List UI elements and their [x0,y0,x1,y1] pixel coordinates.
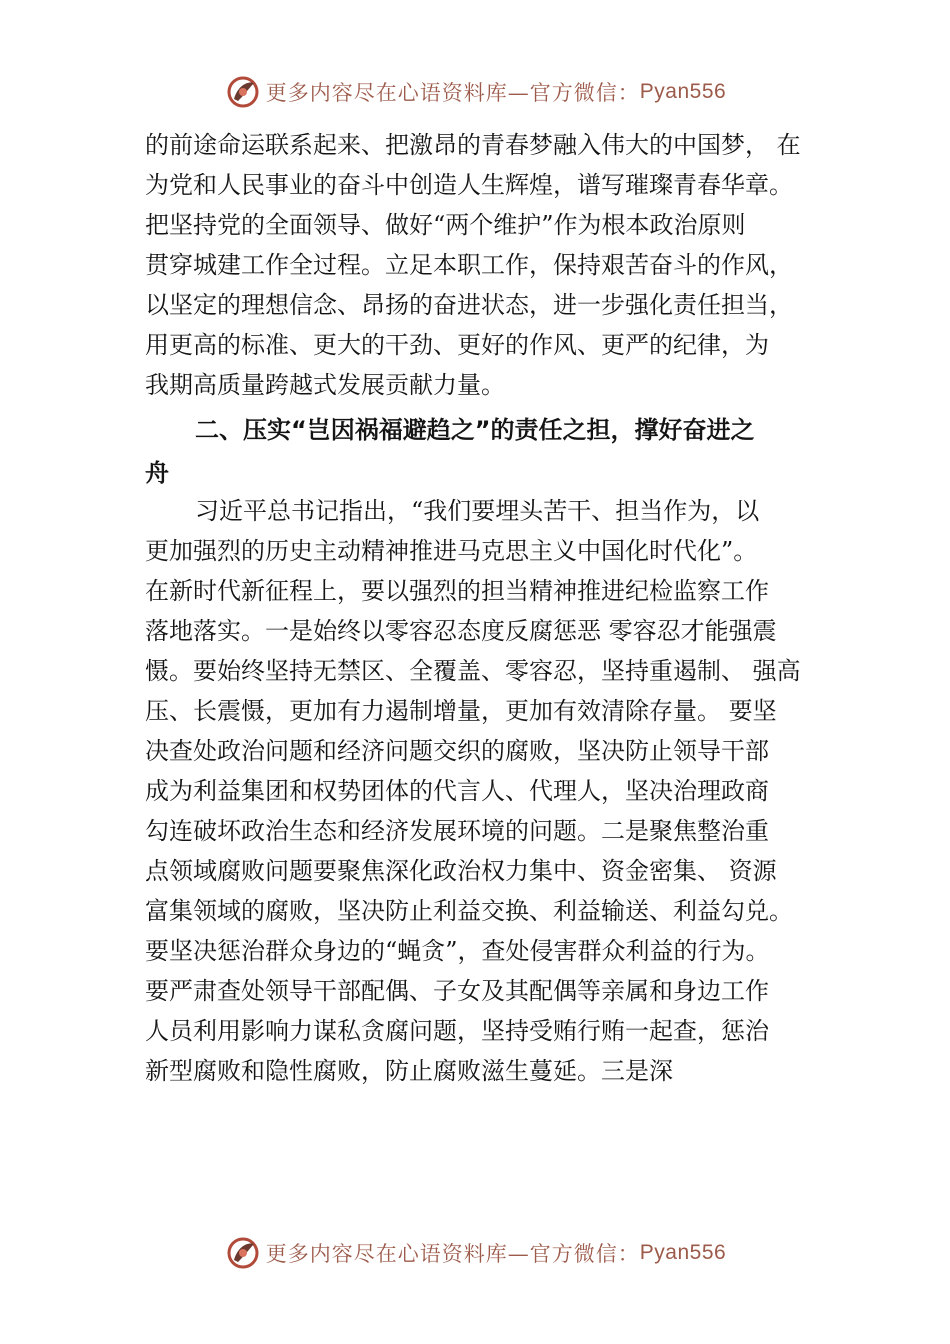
paragraph-line: 用更高的标准、更大的干劲、更好的作风、更严的纪律，为 [145,331,769,359]
paragraph-line: 把坚持党的全面领导、做好“两个维护”作为根本政治原则 [145,211,746,239]
paragraph-line: 要严肃查处领导干部配偶、子女及其配偶等亲属和身边工作 [145,977,769,1005]
footer-watermark [0,1233,950,1273]
paragraph-line: 落地落实。一是始终以零容忍态度反腐惩恶 零容忍才能强震 [145,617,777,645]
watermark-account: Pyan556 [639,80,727,103]
paragraph-line: 勾连破坏政治生态和经济发展环境的问题。二是聚焦整治重 [145,817,769,845]
paragraph-line: 在新时代新征程上，要以强烈的担当精神推进纪检监察工作 [145,577,769,605]
header-watermark [0,72,950,112]
paragraph-line: 更加强烈的历史主动精神推进马克思主义中国化时代化”。 [145,537,758,565]
paragraph-line: 决查处政治问题和经济问题交织的腐败，坚决防止领导干部 [145,737,769,765]
paragraph-line: 新型腐败和隐性腐败，防止腐败滋生蔓延。三是深 [145,1057,673,1085]
watermark-text: 更多内容尽在心语资料库—官方微信： [265,1242,640,1266]
paragraph-line: 习近平总书记指出，“我们要埋头苦干、担当作为，以 [195,497,760,525]
section-heading-continued: 舟 [145,459,169,487]
paragraph-line: 成为利益集团和权势团体的代言人、代理人，坚决治理政商 [145,777,769,805]
watermark-account: Pyan556 [639,1241,727,1264]
paragraph-line: 贯穿城建工作全过程。立足本职工作，保持艰苦奋斗的作风， [145,251,793,279]
brand-logo-icon [224,1234,262,1272]
section-heading: 二、压实“岂因祸福避趋之”的责任之担，撑好奋进之 [195,416,755,444]
paragraph-line: 人员利用影响力谋私贪腐问题，坚持受贿行贿一起查，惩治 [145,1017,769,1045]
paragraph-line: 慑。要始终坚持无禁区、全覆盖、零容忍，坚持重遏制、 强高 [145,657,801,685]
paragraph-line: 以坚定的理想信念、昂扬的奋进状态，进一步强化责任担当， [145,291,793,319]
brand-logo-icon [224,73,262,111]
watermark-text: 更多内容尽在心语资料库—官方微信： [265,81,640,105]
paragraph-line: 我期高质量跨越式发展贡献力量。 [145,371,505,399]
paragraph-line: 的前途命运联系起来、把激昂的青春梦融入伟大的中国梦， 在 [145,131,801,159]
paragraph-line: 点领域腐败问题要聚焦深化政治权力集中、资金密集、 资源 [145,857,777,885]
paragraph-line: 压、长震慑，更加有力遏制增量，更加有效清除存量。 要坚 [145,697,777,725]
paragraph-line: 富集领域的腐败，坚决防止利益交换、利益输送、利益勾兑。 [145,897,793,925]
paragraph-line: 要坚决惩治群众身边的“蝇贪”，查处侵害群众利益的行为。 [145,937,770,965]
paragraph-line: 为党和人民事业的奋斗中创造人生辉煌，谱写璀璨青春华章。 [145,171,793,199]
